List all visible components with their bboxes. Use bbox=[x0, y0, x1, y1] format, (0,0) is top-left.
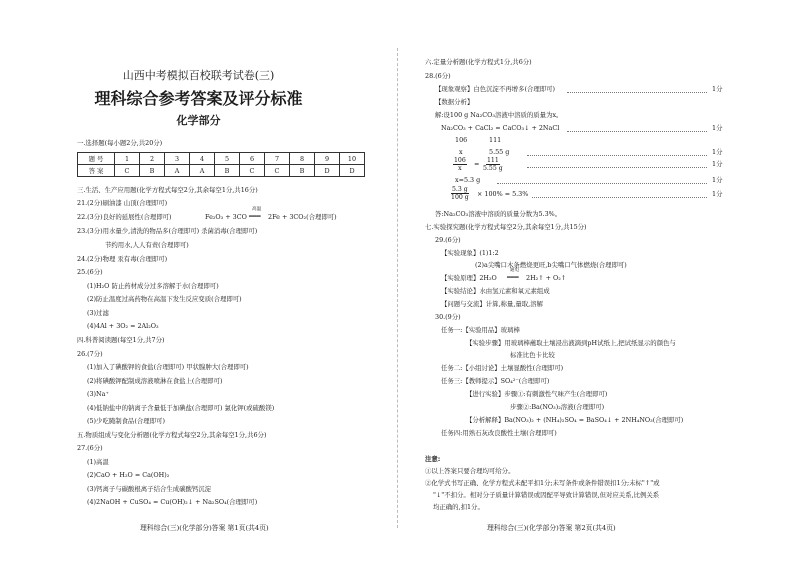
percentage-result: × 100% = 5.3% bbox=[477, 190, 529, 198]
experiment-principle: 【实验原理】2H₂O bbox=[441, 274, 497, 282]
page-footer-2: 理科综合(三)(化学部分)答案 第2页(共4页) bbox=[487, 524, 616, 532]
table-header-cell: 答 案 bbox=[78, 165, 115, 177]
task-1-materials: 任务一:【实验用品】玻璃棒 bbox=[441, 326, 520, 334]
leader-dots bbox=[532, 197, 707, 198]
equals-sign: ═══ bbox=[507, 273, 519, 281]
leader-dots bbox=[497, 183, 707, 184]
equals-sign: ═══ bbox=[249, 212, 261, 220]
section-4-heading: 四.科普阅读题(每空1分,共7分) bbox=[77, 336, 165, 344]
answer-27-3: (3)钙离子与碳酸根离子结合生成碳酸钙沉淀 bbox=[87, 485, 212, 493]
answer-29: 29.(6分) bbox=[435, 236, 461, 244]
answer-25-1: (1)H₂O 防止药材成分过多溶解于水(合理即可) bbox=[87, 282, 219, 290]
task-2: 任务二:【小组讨论】土壤显酸性(合理即可) bbox=[441, 364, 564, 372]
leader-dots bbox=[527, 155, 707, 156]
equals-sign: = bbox=[474, 160, 480, 168]
table-header-cell: 题 号 bbox=[78, 153, 115, 165]
score-label: 1分 bbox=[712, 190, 723, 198]
experiment-conclusion: 【实验结论】水由氢元素和氧元素组成 bbox=[441, 287, 550, 295]
score-label: 1分 bbox=[712, 148, 723, 156]
table-cell: C bbox=[265, 165, 290, 177]
leader-dots bbox=[567, 92, 707, 93]
table-cell: C bbox=[115, 165, 140, 177]
reaction-condition: 高温 bbox=[252, 207, 262, 212]
table-cell: 2 bbox=[140, 153, 165, 165]
answer-26-4: (4)低钠盐中的钠离子含量低于加碘盐(合理即可) 氯化钾(或硫酸镁) bbox=[87, 404, 275, 412]
solution-line: 解:设100 g Na₂CO₃溶液中溶质的质量为x。 bbox=[435, 111, 563, 119]
fraction-denominator: 5.55 g bbox=[483, 165, 503, 172]
answer-30: 30.(9分) bbox=[435, 313, 461, 321]
answer-26-3: (3)Na⁺ bbox=[87, 390, 109, 398]
table-row bbox=[78, 165, 365, 177]
score-label: 1分 bbox=[712, 85, 723, 93]
section-7-heading: 七.实验探究题(化学方程式每空2分,其余每空1分,共15分) bbox=[425, 223, 587, 231]
table-row bbox=[78, 153, 365, 165]
observation-line: 【现象观察】白色沉淀不再增多(合理即可) bbox=[435, 85, 556, 93]
task-3-analysis: 【分析解释】Ba(NO₃)₂ + (NH₄)₂SO₄ = BaSO₄↓ + 2NH₄NO₃(合理即可) bbox=[466, 416, 684, 424]
exam-title: 山西中考模拟百校联考试卷(三) bbox=[122, 69, 275, 82]
table-cell: C bbox=[240, 165, 265, 177]
answer-24: 24.(2分)物理 汞有毒(合理即可) bbox=[77, 255, 168, 263]
experiment-principle-products: 2H₂↑ + O₂↑ bbox=[526, 274, 567, 282]
molar-mass-2: 111 bbox=[489, 136, 502, 144]
fraction-denominator: 100 g bbox=[451, 194, 469, 201]
task-3-step-1: 【进行实验】步骤①:有刺激性气味产生(合理即可) bbox=[466, 390, 608, 398]
leader-dots bbox=[567, 131, 707, 132]
answer-table bbox=[77, 152, 365, 177]
score-label: 1分 bbox=[712, 124, 723, 132]
answer-22-equation-right: 2Fe + 3CO₂(合理即可) bbox=[268, 213, 337, 221]
score-label: 1分 bbox=[712, 160, 723, 168]
answer-27-4: (4)2NaOH + CuSO₄ = Cu(OH)₂↓ + Na₂SO₄(合理即可) bbox=[87, 498, 258, 506]
answer-key-title: 理科综合参考答案及评分标准 bbox=[94, 89, 303, 108]
experiment-phenomenon-1: 【实验现象】(1)1:2 bbox=[441, 249, 499, 257]
section-6-heading: 六.定量分析题(化学方程式1分,共6分) bbox=[425, 58, 532, 66]
table-cell: B bbox=[290, 165, 315, 177]
answer-26-5: (5)少吃腌制食品(合理即可) bbox=[87, 417, 165, 425]
table-cell: B bbox=[215, 165, 240, 177]
ratio-fraction-1 bbox=[453, 157, 467, 172]
answer-25-2: (2)防止温度过高药物在高温下发生反应变质(合理即可) bbox=[87, 295, 242, 303]
note-4: 均正确的,扣1分。 bbox=[433, 503, 484, 511]
page-footer-1: 理科综合(三)(化学部分)答案 第1页(共4页) bbox=[140, 524, 269, 532]
task-3-step-2: 步骤②:Ba(NO₃)₂溶液(合理即可) bbox=[510, 403, 605, 411]
task-3-hint: 任务三:【教师提示】SO₄²⁻(合理即可) bbox=[441, 377, 550, 385]
answer-26-2: (2)将碘酸钾配制成溶液喷淋在食盐上(合理即可) bbox=[87, 377, 223, 385]
leader-dots bbox=[527, 167, 707, 168]
mass-value: 5.55 g bbox=[489, 148, 510, 156]
experiment-phenomenon-2: (2)a尖嘴口木条燃烧更旺,b尖嘴口气体燃烧(合理即可) bbox=[475, 261, 627, 269]
task-4: 任务四:用熟石灰改良酸性土壤(合理即可) bbox=[441, 429, 557, 437]
table-cell: A bbox=[190, 165, 215, 177]
data-analysis-label: 【数据分析】 bbox=[435, 98, 474, 106]
table-cell: 6 bbox=[240, 153, 265, 165]
section-5-heading: 五.物质组成与变化分析题(化学方程式每空2分,其余每空1分,共6分) bbox=[77, 431, 267, 439]
final-answer: 答:Na₂CO₃溶液中溶质的质量分数为5.3%。 bbox=[435, 210, 562, 218]
reaction-equation: Na₂CO₃ + CaCl₂ = CaCO₃↓ + 2NaCl bbox=[441, 124, 560, 132]
task-1-steps-line2: 标准比色卡比较 bbox=[510, 351, 555, 359]
answer-22: 22.(3分)良好的延展性(合理即可) bbox=[77, 213, 172, 221]
answer-27-2: (2)CaO + H₂O = Ca(OH)₂ bbox=[87, 471, 170, 479]
ratio-fraction-2 bbox=[483, 157, 503, 172]
table-cell: 9 bbox=[315, 153, 340, 165]
table-cell: 8 bbox=[290, 153, 315, 165]
score-label: 1分 bbox=[712, 176, 723, 184]
percentage-fraction bbox=[451, 186, 469, 201]
table-cell: 10 bbox=[340, 153, 365, 165]
table-cell: A bbox=[165, 165, 190, 177]
table-cell: 4 bbox=[190, 153, 215, 165]
x-result: x=5.3 g bbox=[455, 176, 481, 184]
table-cell: 5 bbox=[215, 153, 240, 165]
molar-mass-1: 106 bbox=[455, 136, 468, 144]
answer-26-1: (1)加入了碘酸钾的食盐(合理即可) 甲状腺肿大(合理即可) bbox=[87, 363, 249, 371]
table-cell: D bbox=[340, 165, 365, 177]
note-1: ①以上答案只要合理均可给分。 bbox=[425, 467, 515, 475]
fraction-numerator: 5.3 g bbox=[452, 186, 468, 193]
answer-21: 21.(2分)刷油漆 山顶(合理即可) bbox=[77, 199, 168, 207]
table-cell: B bbox=[140, 165, 165, 177]
answer-23: 23.(3分)用水量少,清洗的物品多(合理即可) 杀菌消毒(合理即可) bbox=[77, 227, 258, 235]
answer-25: 25.(6分) bbox=[77, 268, 103, 276]
chemistry-section-title: 化学部分 bbox=[176, 114, 221, 127]
note-3: "↓"不扣分。相对分子质量计算错误或因配平导致计算错误,但对应关系,比例关系 bbox=[433, 491, 660, 499]
answer-22-equation-left: Fe₂O₃ + 3CO bbox=[205, 213, 247, 221]
answer-28: 28.(6分) bbox=[425, 72, 451, 80]
fraction-denominator: x bbox=[458, 165, 462, 172]
answer-25-3: (3)过滤 bbox=[87, 309, 109, 317]
table-cell: 1 bbox=[115, 153, 140, 165]
answer-27-1: (1)高温 bbox=[87, 458, 109, 466]
reaction-condition: 通电 bbox=[510, 268, 520, 273]
table-cell: D bbox=[315, 165, 340, 177]
answer-27: 27.(6分) bbox=[77, 444, 103, 452]
note-2: ②化学式书写正确、化学方程式未配平扣1分;未写条件或条件错误扣1分;未标"↑"或 bbox=[425, 479, 660, 487]
section-1-heading: 一.选择题(每小题2分,共20分) bbox=[77, 139, 163, 147]
fraction-numerator: 106 bbox=[454, 157, 466, 164]
task-1-steps: 【实验步骤】用玻璃棒蘸取土壤浸出液滴到pH试纸上,把试纸显示的颜色与 bbox=[466, 339, 676, 347]
fraction-numerator: 111 bbox=[486, 157, 499, 164]
right-page bbox=[397, 0, 794, 562]
answer-23-line2: 节约用水,人人有责(合理即可) bbox=[105, 241, 189, 249]
table-cell: 3 bbox=[165, 153, 190, 165]
question-exchange: 【问题与交流】计算,称量,量取,溶解 bbox=[441, 300, 543, 308]
unknown-x: x bbox=[459, 148, 463, 156]
table-cell: 7 bbox=[265, 153, 290, 165]
answer-25-4: (4)4Al + 3O₂ = 2Al₂O₃ bbox=[87, 322, 159, 330]
answer-26: 26.(7分) bbox=[77, 350, 103, 358]
section-3-heading: 三.生活、生产应用题(化学方程式每空2分,其余每空1分,共16分) bbox=[77, 186, 258, 194]
notes-title: 注意: bbox=[425, 455, 441, 463]
